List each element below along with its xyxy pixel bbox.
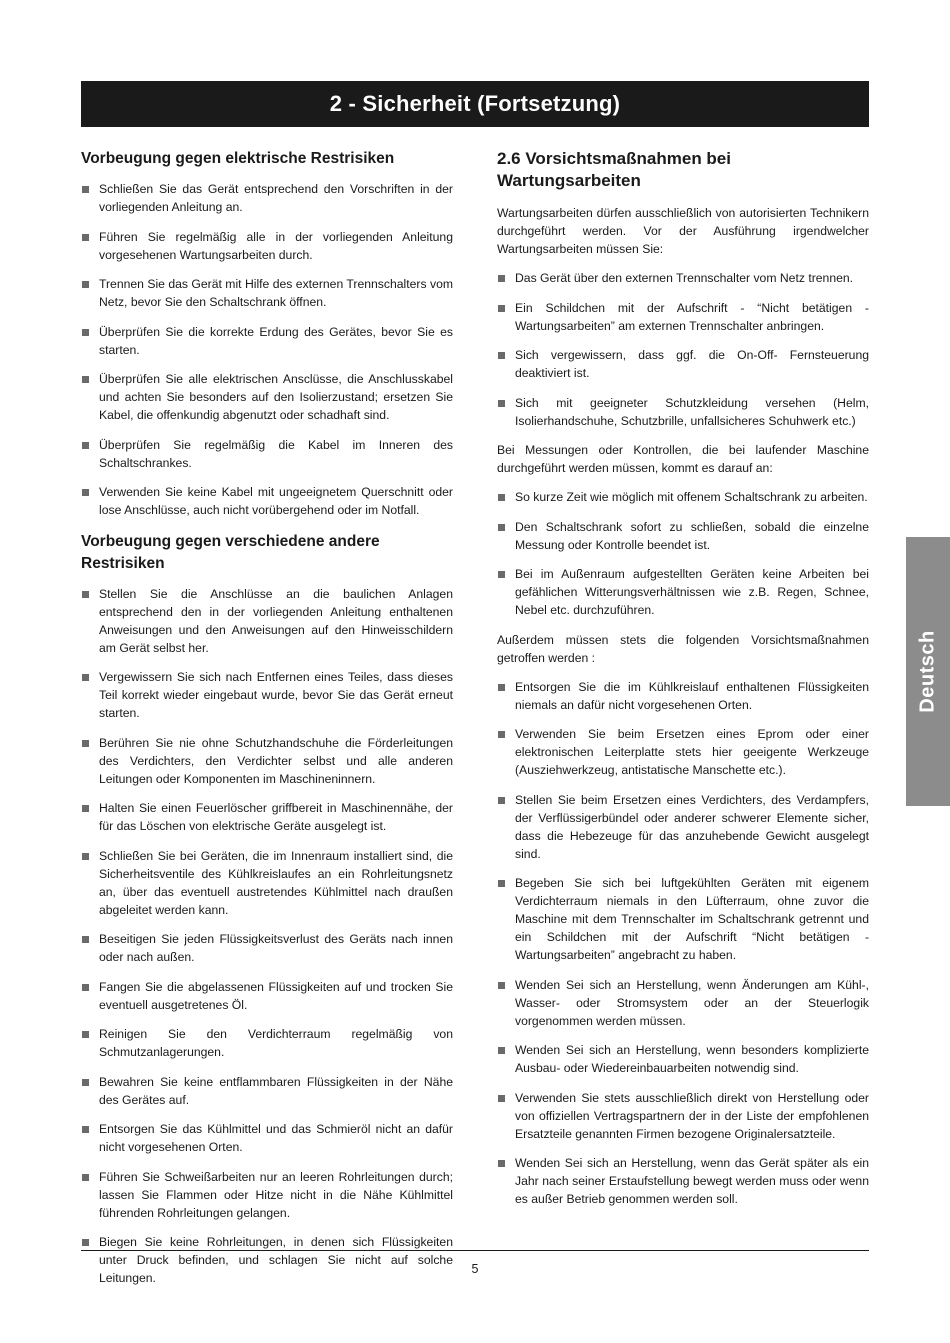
square-bullet-icon: [498, 352, 505, 359]
list-item: Wenden Sei sich an Herstellung, wenn besonders komplizierte Ausbau- oder Wiedereinbauarbeiten notwendig sind.: [497, 1041, 869, 1077]
square-bullet-icon: [498, 400, 505, 407]
square-bullet-icon: [498, 275, 505, 282]
square-bullet-icon: [498, 305, 505, 312]
chapter-title-bar: [81, 81, 869, 127]
list-item: Sich vergewissern, dass ggf. die On-Off- Fernsteuerung deaktiviert ist.: [497, 346, 869, 382]
list-item: Entsorgen Sie die im Kühlkreislauf enthaltenen Flüssigkeiten niemals an dafür nicht vorgesehenen Orten.: [497, 678, 869, 714]
square-bullet-icon: [82, 674, 89, 681]
list-item: Vergewissern Sie sich nach Entfernen eines Teiles, dass dieses Teil korrekt wieder eingebaut wurde, bevor Sie das Gerät erneut starten.: [81, 668, 453, 722]
maintenance-intro: Wartungsarbeiten dürfen ausschließlich von autorisierten Technikern durchgeführt werden. Vor der Ausführung irgendwelcher Wartungsarbeiten müssen Sie:: [497, 206, 869, 256]
list-item: Beseitigen Sie jeden Flüssigkeitsverlust des Geräts nach innen oder nach außen.: [81, 930, 453, 966]
list-item: Schließen Sie das Gerät entsprechend den Vorschriften in der vorliegenden Anleitung an.: [81, 180, 453, 216]
list-item: Überprüfen Sie regelmäßig die Kabel im Inneren des Schaltschrankes.: [81, 436, 453, 472]
section-heading-maintenance: 2.6 Vorsichtsmaßnahmen bei Wartungsarbeiten: [497, 149, 731, 190]
list-item: Bei im Außenraum aufgestellten Geräten keine Arbeiten bei gefählichen Witterungsverhältnissen wie z.B. Regen, Schnee, Nebel etc. durchzuführen.: [497, 565, 869, 619]
square-bullet-icon: [82, 329, 89, 336]
list-item: Biegen Sie keine Rohrleitungen, in denen sich Flüssigkeiten unter Druck befinden, und schlagen Sie nicht auf solche Leitungen.: [81, 1233, 453, 1287]
list-item: Schließen Sie bei Geräten, die im Innenraum installiert sind, die Sicherheitsventile des Kühlkreislaufes an ein Rohrleitungsnetz an, über das eventuell austretendes Kühlmittel nach draußen abgeleitet werden kann.: [81, 847, 453, 919]
list-item: Sich mit geeigneter Schutzkleidung versehen (Helm, Isolierhandschuhe, Schutzbrille, unfallsicheres Schuhwerk etc.): [497, 394, 869, 430]
square-bullet-icon: [82, 805, 89, 812]
square-bullet-icon: [498, 731, 505, 738]
right-column: [497, 148, 869, 1220]
list-item: Ein Schildchen mit der Aufschrift - “Nicht betätigen -Wartungsarbeiten” am externen Trennschalter anbringen.: [497, 299, 869, 335]
list-item: Reinigen Sie den Verdichterraum regelmäßig von Schmutzanlagerungen.: [81, 1025, 453, 1061]
list-item: Stellen Sie die Anschlüsse an die baulichen Anlagen entsprechend den in der vorliegenden Anleitung enthaltenen Anweisungen und den Anweisungen auf den Hinweisschildern am Gerät selbst her.: [81, 585, 453, 657]
measurement-list: [497, 488, 869, 619]
square-bullet-icon: [82, 489, 89, 496]
list-item: Begeben Sie sich bei luftgekühlten Geräten mit eigenem Verdichterraum niemals in den Lüfterraum, ohne zuvor die Maschine mit dem Trennschalter im Schaltschrank getrennt und ein Schildchen mit der Aufschrift “Nicht betätigen -Wartungsarbeiten” angebracht zu haben.: [497, 874, 869, 964]
square-bullet-icon: [82, 376, 89, 383]
list-item: Überprüfen Sie alle elektrischen Ansclüsse, die Anschlusskabel und achten Sie besonders auf den Isolierzustand; ersetzen Sie Kabel, die offenkundig abgenutzt oder schadhaft sind.: [81, 370, 453, 424]
square-bullet-icon: [82, 186, 89, 193]
list-item: Berühren Sie nie ohne Schutzhandschuhe die Förderleitungen des Verdichters, den Verdichter selbst und alle anderen Leitungen oder Komponenten im Maschineninnern.: [81, 734, 453, 788]
list-item: Bewahren Sie keine entflammbaren Flüssigkeiten in der Nähe des Gerätes auf.: [81, 1073, 453, 1109]
page-number: 5: [471, 1262, 479, 1276]
square-bullet-icon: [82, 591, 89, 598]
square-bullet-icon: [498, 880, 505, 887]
list-item: Verwenden Sie keine Kabel mit ungeeignetem Querschnitt oder lose Anschlüsse, auch nicht vorübergehend oder im Notfall.: [81, 483, 453, 519]
square-bullet-icon: [82, 740, 89, 747]
chapter-title: 2 - Sicherheit (Fortsetzung): [329, 91, 621, 116]
square-bullet-icon: [498, 494, 505, 501]
measurement-paragraph: Bei Messungen oder Kontrollen, die bei laufender Maschine durchgeführt werden müssen, kommt es darauf an:: [497, 443, 869, 475]
list-item: Stellen Sie beim Ersetzen eines Verdichters, des Verdampfers, der Verflüssigerbündel oder anderer schwerer Elemente sicher, dass die Hebezeuge für das anzuhebende Gewicht ausgelegt sind.: [497, 791, 869, 863]
square-bullet-icon: [498, 524, 505, 531]
square-bullet-icon: [82, 442, 89, 449]
list-item: Wenden Sei sich an Herstellung, wenn das Gerät später als ein Jahr nach seiner Erstaufstellung bewegt werden muss oder wenn es außer Betrieb genommen werden soll.: [497, 1154, 869, 1208]
square-bullet-icon: [82, 1079, 89, 1086]
language-tab: [906, 537, 950, 806]
precautions-list: [497, 678, 869, 1209]
square-bullet-icon: [82, 1031, 89, 1038]
square-bullet-icon: [498, 982, 505, 989]
square-bullet-icon: [498, 797, 505, 804]
list-item: Entsorgen Sie das Kühlmittel und das Schmieröl nicht an dafür nicht vorgesehenen Orten.: [81, 1120, 453, 1156]
square-bullet-icon: [498, 1160, 505, 1167]
language-tab-label: Deutsch: [916, 630, 939, 713]
precautions-paragraph: Außerdem müssen stets die folgenden Vorsichtsmaßnahmen getroffen werden :: [497, 632, 869, 665]
section-heading-other-risks: Vorbeugung gegen verschiedene andere Restrisiken: [81, 532, 380, 572]
list-item: Wenden Sei sich an Herstellung, wenn Änderungen am Kühl-, Wasser- oder Stromsystem oder an der Steuerlogik vorgenommen werden müssen.: [497, 976, 869, 1030]
footer-rule: [81, 1250, 869, 1251]
square-bullet-icon: [498, 684, 505, 691]
square-bullet-icon: [82, 936, 89, 943]
list-item: Überprüfen Sie die korrekte Erdung des Gerätes, bevor Sie es starten.: [81, 323, 453, 359]
list-item: Führen Sie Schweißarbeiten nur an leeren Rohrleitungen durch; lassen Sie Flammen oder Hitze nicht in die Nähe Kühlmittel führenden Rohrleitungen gelangen.: [81, 1168, 453, 1222]
list-item: Das Gerät über den externen Trennschalter vom Netz trennen.: [497, 269, 869, 287]
list-item: Halten Sie einen Feuerlöscher griffbereit in Maschinennähe, der für das Löschen von elektrische Geräte ausgelegt ist.: [81, 799, 453, 835]
square-bullet-icon: [82, 1126, 89, 1133]
square-bullet-icon: [498, 1047, 505, 1054]
square-bullet-icon: [82, 234, 89, 241]
square-bullet-icon: [498, 571, 505, 578]
list-item: Trennen Sie das Gerät mit Hilfe des externen Trennschalters vom Netz, bevor Sie den Schaltschrank öffnen.: [81, 275, 453, 311]
electrical-risk-list: [81, 180, 453, 519]
square-bullet-icon: [82, 281, 89, 288]
list-item: Fangen Sie die abgelassenen Flüssigkeiten auf und trocken Sie eventuell ausgetretenes Öl.: [81, 978, 453, 1014]
square-bullet-icon: [82, 984, 89, 991]
other-risk-list: [81, 585, 453, 1288]
maintenance-prep-list: [497, 269, 869, 430]
square-bullet-icon: [498, 1095, 505, 1102]
list-item: So kurze Zeit wie möglich mit offenem Schaltschrank zu arbeiten.: [497, 488, 869, 506]
list-item: Den Schaltschrank sofort zu schließen, sobald die einzelne Messung oder Kontrolle beendet ist.: [497, 518, 869, 554]
square-bullet-icon: [82, 853, 89, 860]
list-item: Verwenden Sie beim Ersetzen eines Eprom oder einer elektronischen Leiterplatte stets hier geeigente Werkzeuge (Ausziehwerkzeug, antistatische Manschette etc.).: [497, 725, 869, 779]
square-bullet-icon: [82, 1174, 89, 1181]
list-item: Verwenden Sie stets ausschließlich direkt von Herstellung oder von offiziellen Vertragspartnern der in der Liste der empfohlenen Ersatzteile genannten Firmen bezogene Originalersatzteile.: [497, 1089, 869, 1143]
square-bullet-icon: [82, 1239, 89, 1246]
list-item: Führen Sie regelmäßig alle in der vorliegenden Anleitung vorgesehenen Wartungsarbeiten durch.: [81, 228, 453, 264]
section-heading-electrical: Vorbeugung gegen elektrische Restrisiken: [81, 150, 395, 167]
left-column: [81, 148, 453, 1299]
